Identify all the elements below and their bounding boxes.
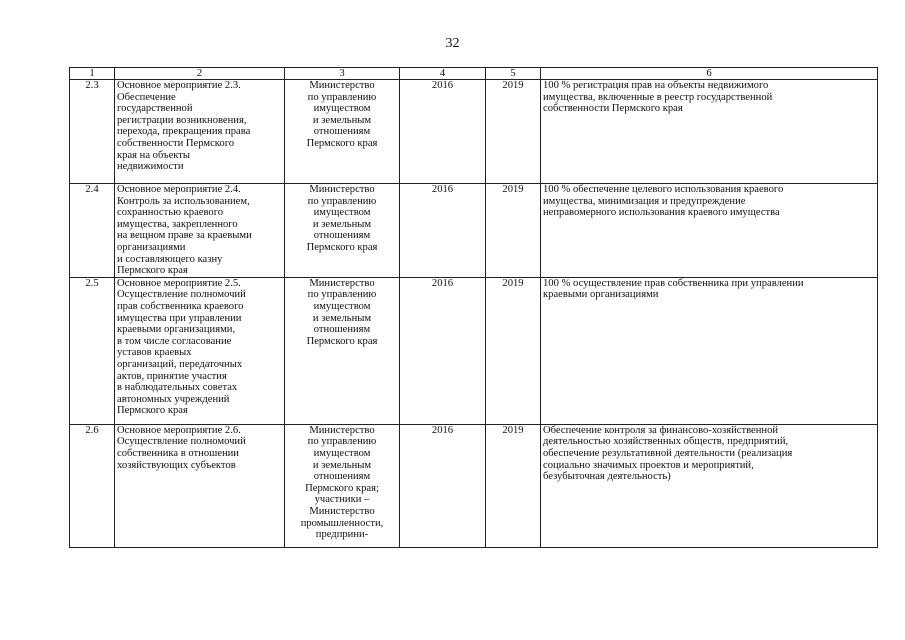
- end-year: 2019: [486, 277, 541, 424]
- row-number: 2.4: [70, 184, 115, 278]
- table-row: [70, 424, 878, 547]
- start-year: 2016: [400, 277, 486, 424]
- event-name: Основное мероприятие 2.6. Осуществление полномочий собственника в отношении хозяйствующих субъектов: [115, 424, 285, 547]
- program-table: [69, 67, 878, 548]
- expected-result: 100 % регистрация прав на объекты недвижимого имущества, включенные в реестр государственной собственности Пермского края: [541, 80, 878, 184]
- table-header-row: [70, 68, 878, 80]
- header-cell-1: 1: [70, 68, 115, 80]
- row-number: 2.6: [70, 424, 115, 547]
- header-cell-3: 3: [285, 68, 400, 80]
- executor: Министерство по управлению имуществом и земельным отношениям Пермского края: [285, 277, 400, 424]
- expected-result: 100 % осуществление прав собственника при управлении краевыми организациями: [541, 277, 878, 424]
- header-cell-2: 2: [115, 68, 285, 80]
- executor: Министерство по управлению имуществом и земельным отношениям Пермского края; участники – Министерство промышленности, предприни-: [285, 424, 400, 547]
- event-name: Основное мероприятие 2.5. Осуществление полномочий прав собственника краевого имущества при управлении краевыми организациями, в том числе согласование уставов краевых организаций, передаточных актов, принятие участия в наблюдательных советах автономных учреждений Пермского края: [115, 277, 285, 424]
- header-cell-5: 5: [486, 68, 541, 80]
- page-number: 32: [445, 36, 460, 51]
- expected-result: 100 % обеспечение целевого использования краевого имущества, минимизация и предупреждение неправомерного использования краевого имущества: [541, 184, 878, 278]
- start-year: 2016: [400, 184, 486, 278]
- expected-result: Обеспечение контроля за финансово-хозяйственной деятельностью хозяйственных обществ, предприятий, обеспечение результативной деятельности (реализация социально значимых проектов и мероприятий, безубыточная деятельность): [541, 424, 878, 547]
- executor: Министерство по управлению имуществом и земельным отношениям Пермского края: [285, 184, 400, 278]
- end-year: 2019: [486, 184, 541, 278]
- event-name: Основное мероприятие 2.3. Обеспечение государственной регистрации возникновения, перехода, прекращения права собственности Пермского края на объекты недвижимости: [115, 80, 285, 184]
- table-row: [70, 277, 878, 424]
- table-row: [70, 184, 878, 278]
- row-number: 2.5: [70, 277, 115, 424]
- row-number: 2.3: [70, 80, 115, 184]
- event-name: Основное мероприятие 2.4. Контроль за использованием, сохранностью краевого имущества, закрепленного на вещном праве за краевыми организациями и составляющего казну Пермского края: [115, 184, 285, 278]
- end-year: 2019: [486, 424, 541, 547]
- start-year: 2016: [400, 80, 486, 184]
- start-year: 2016: [400, 424, 486, 547]
- header-cell-6: 6: [541, 68, 878, 80]
- executor: Министерство по управлению имуществом и земельным отношениям Пермского края: [285, 80, 400, 184]
- header-cell-4: 4: [400, 68, 486, 80]
- end-year: 2019: [486, 80, 541, 184]
- table-row: [70, 80, 878, 184]
